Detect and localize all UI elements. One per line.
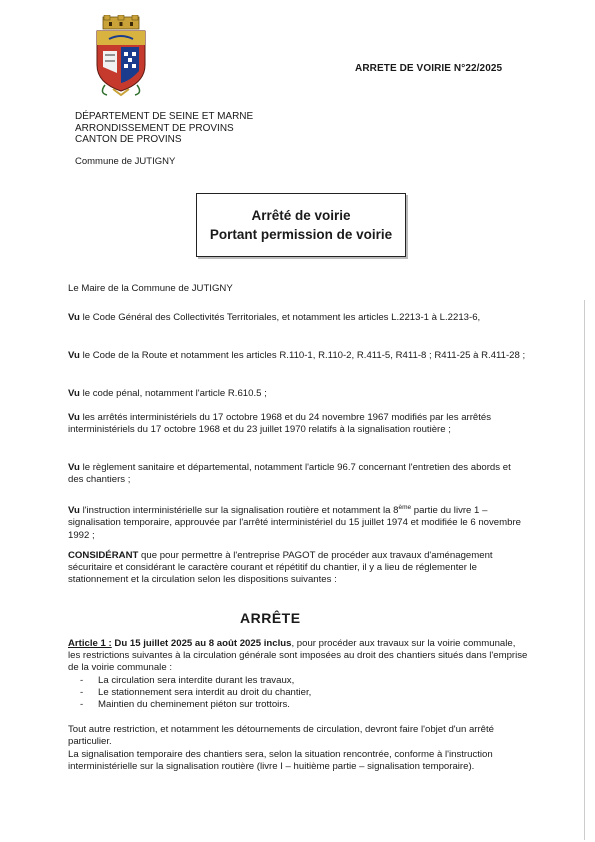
vu-label: Vu [68, 462, 80, 473]
scan-edge-line [584, 300, 585, 840]
commune-line: Commune de JUTIGNY [75, 156, 176, 167]
considerant-text: que pour permettre à l'entreprise PAGOT de procéder aux travaux d'aménagement sécuritaire et considérant le caractère courant et répétitif du chantier, il y a lieu de réglementer le stationnement et la circulation selon les dispositions suivantes : [68, 550, 493, 586]
article-1-dates: Du 15 juillet 2025 au 8 août 2025 inclus [111, 638, 292, 649]
article-1 [68, 638, 528, 773]
article-1-label: Article 1 : [68, 638, 112, 649]
vu-label: Vu [68, 388, 80, 399]
considerant-label: CONSIDÉRANT [68, 550, 139, 561]
mayor-line: Le Maire de la Commune de JUTIGNY [68, 283, 233, 294]
vu-paragraph-5 [68, 462, 528, 486]
list-item: - La circulation sera interdite durant les travaux, [80, 674, 295, 686]
vu-label: Vu [68, 505, 80, 517]
canton-line: CANTON DE PROVINS [75, 134, 182, 145]
list-item: - Le stationnement sera interdit au droit du chantier, [80, 686, 312, 698]
arrete-heading: ARRÊTE [240, 610, 301, 626]
superscript: ème [398, 504, 412, 511]
vu-text: le Code de la Route et notamment les articles R.110-1, R.110-2, R.411-5, R411-8 ; R411-25 à R.411-28 ; [79, 350, 526, 361]
considerant-paragraph [68, 550, 528, 587]
coat-of-arms-crest [95, 15, 147, 97]
vu-label: Vu [68, 350, 80, 361]
administrative-header [75, 111, 253, 146]
title-box [196, 193, 406, 257]
decree-reference: ARRETE DE VOIRIE N°22/2025 [355, 63, 503, 74]
department-line: DÉPARTEMENT DE SEINE ET MARNE [75, 111, 254, 122]
article-1-text: , pour procéder aux travaux sur la voirie communale, les restrictions suivantes à la circulation générale sont imposées au droit des chantiers situés dans l'emprise de la voirie communale : [68, 638, 528, 674]
vu-paragraph-2 [68, 350, 528, 362]
arrondissement-line: ARRONDISSEMENT DE PROVINS [75, 122, 234, 134]
vu-label: Vu [68, 312, 80, 323]
vu-text: le Code Général des Collectivités Territoriales, et notamment les articles L.2213-1 à L.2213-6, [79, 312, 481, 323]
vu-paragraph-3 [68, 388, 528, 400]
title-line-2: Portant permission de voirie [209, 227, 393, 242]
vu-label: Vu [68, 412, 80, 423]
article-1-restrictions-note: Tout autre restriction, et notamment les détournements de circulation, devront faire l'objet d'un arrêté particulier. [68, 724, 495, 748]
article-1-signage-note: La signalisation temporaire des chantiers sera, selon la situation rencontrée, conforme à l'instruction interministérielle sur la signalisation routière (livre I – huitième partie – signalisation temporaire). [68, 748, 493, 772]
vu-text: l'instruction interministérielle sur la signalisation routière et notamment la 8 [79, 505, 399, 517]
list-item: - Maintien du cheminement piéton sur trottoirs. [80, 699, 290, 711]
vu-paragraph-1 [68, 312, 528, 324]
vu-text: partie du livre 1 – signalisation temporaire, approuvée par l'arrêté interministériel du 15 juillet 1974 et modifiée le 6 novembre 1992 ; [68, 505, 521, 541]
vu-text: les arrêtés interministériels du 17 octobre 1968 et du 24 novembre 1967 modifiés par les arrêtés interministériels du 17 octobre 1968 et du 23 juillet 1970 relatifs à la signalisation routière ; [68, 412, 492, 436]
vu-paragraph-6 [68, 502, 528, 542]
vu-text: le règlement sanitaire et départemental, notamment l'article 96.7 concernant l'entretien des abords et des chantiers ; [68, 462, 511, 486]
article-1-intro [68, 638, 528, 675]
vu-paragraph-4 [68, 412, 528, 436]
vu-text: le code pénal, notamment l'article R.610.5 ; [79, 388, 267, 399]
title-line-1: Arrêté de voirie [251, 208, 351, 223]
restrictions-list [68, 675, 528, 712]
